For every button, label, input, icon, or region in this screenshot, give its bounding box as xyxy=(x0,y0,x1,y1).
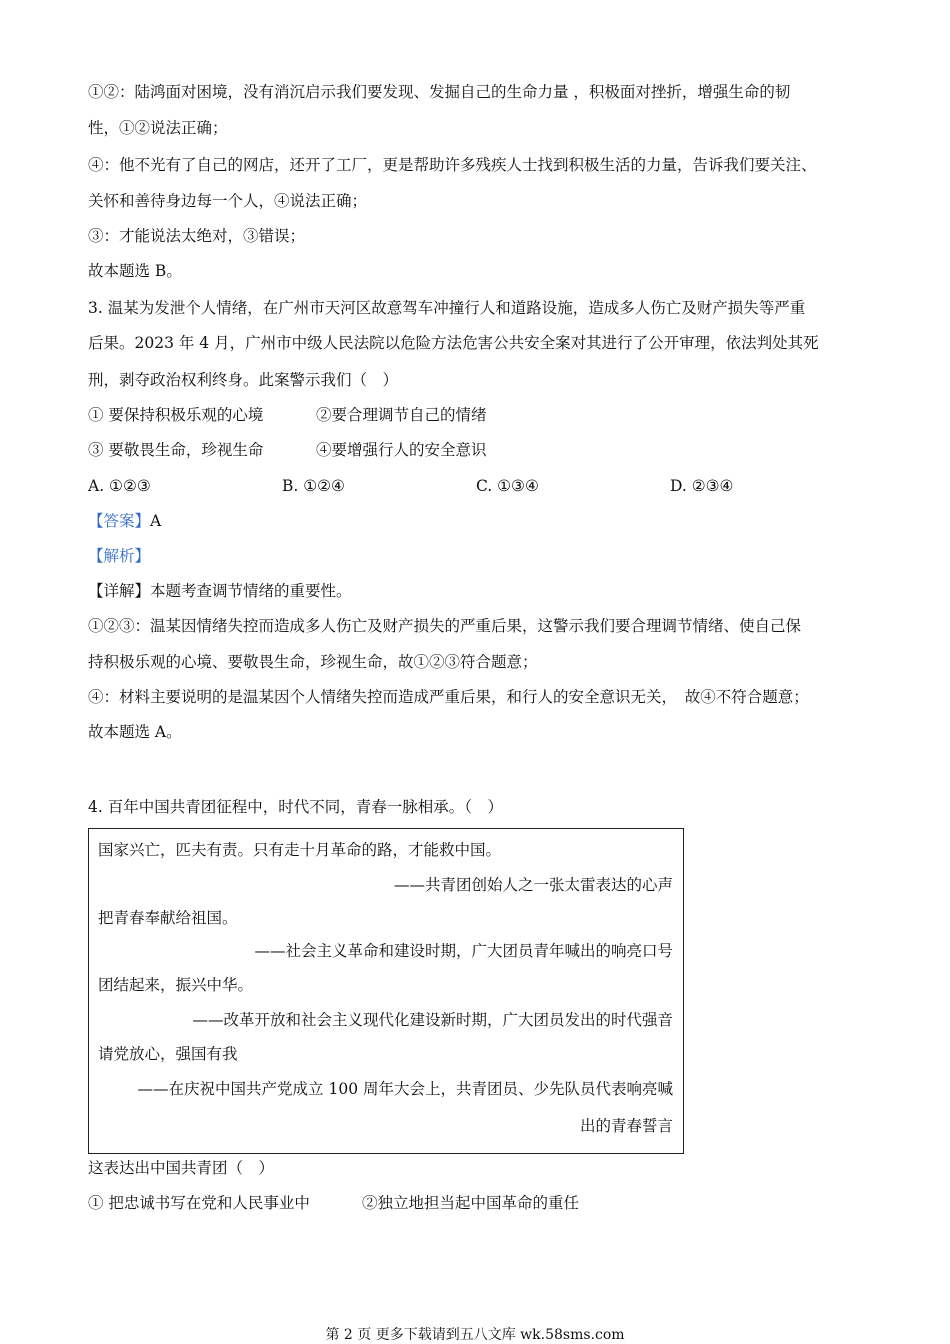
answer-value: A xyxy=(150,512,162,530)
analysis-tag: 【解析】 xyxy=(88,547,151,565)
choice-c: C. ①③④ xyxy=(476,477,539,495)
question-3-item-3: ③ 要敬畏生命，珍视生命 xyxy=(88,441,264,459)
answer-line xyxy=(88,511,161,531)
quote-3: 团结起来，振兴中华。 xyxy=(98,976,254,994)
analysis-line: ③：才能说法太绝对，③错误； xyxy=(88,227,306,245)
analysis-line: 关怀和善待身边每一个人，④说法正确； xyxy=(88,192,368,210)
analysis-conclusion: 故本题选 B。 xyxy=(88,262,182,280)
quote-source-2: ——社会主义革命和建设时期，广大团员青年喊出的响亮口号 xyxy=(254,942,673,960)
question-4-stem: 4. 百年中国共青团征程中，时代不同，青春一脉相承。（ ） xyxy=(88,798,503,816)
answer-tag: 【答案】 xyxy=(88,512,151,530)
quote-source-4: ——在庆祝中国共产党成立 100 周年大会上，共青团员、少先队员代表响亮喊 xyxy=(137,1080,673,1098)
quote-source-3: ——改革开放和社会主义现代化建设新时期，广大团员发出的时代强音 xyxy=(192,1011,673,1029)
choice-b: B. ①②④ xyxy=(282,477,345,495)
page-footer: 第 2 页 更多下载请到五八文库 wk.58sms.com xyxy=(325,1327,625,1343)
detail-line: 【详解】本题考查调节情绪的重要性。 xyxy=(88,582,352,600)
question-4-prompt: 这表达出中国共青团（ ） xyxy=(88,1159,275,1177)
analysis-line: ①②③：温某因情绪失控而造成多人伤亡及财产损失的严重后果，这警示我们要合理调节情绪、使自己保 xyxy=(88,617,802,635)
question-3-stem: 刑，剥夺政治权利终身。此案警示我们（ ） xyxy=(88,371,399,389)
analysis-line: 持积极乐观的心境、要敬畏生命，珍视生命，故①②③符合题意； xyxy=(88,653,538,671)
question-3-item-4: ④要增强行人的安全意识 xyxy=(316,441,487,459)
quote-2: 把青春奉献给祖国。 xyxy=(98,909,238,927)
analysis-line: 性，①②说法正确； xyxy=(88,119,228,137)
quote-1: 国家兴亡，匹夫有责。只有走十月革命的路，才能救中国。 xyxy=(98,841,502,859)
question-3-stem: 3. 温某为发泄个人情绪，在广州市天河区故意驾车冲撞行人和道路设施，造成多人伤亡及财产损失等严重 xyxy=(88,299,806,317)
quote-4: 请党放心，强国有我 xyxy=(98,1045,238,1063)
choice-a: A. ①②③ xyxy=(88,477,151,495)
choice-d: D. ②③④ xyxy=(670,477,734,495)
analysis-line: ①②：陆鸿面对困境，没有消沉启示我们要发现、发掘自己的生命力量 ，积极面对挫折，增强生命的韧 xyxy=(88,83,791,101)
analysis-conclusion: 故本题选 A。 xyxy=(88,723,182,741)
question-3-stem: 后果。2023 年 4 月，广州市中级人民法院以危险方法危害公共安全案对其进行了公开审理，依法判处其死 xyxy=(88,334,819,352)
question-3-item-2: ②要合理调节自己的情绪 xyxy=(316,406,487,424)
quote-box xyxy=(88,828,684,1154)
analysis-line: ④：他不光有了自己的网店，还开了工厂，更是帮助许多残疾人士找到积极生活的力量，告诉我们要关注、 xyxy=(88,156,817,174)
question-4-item-1: ① 把忠诚书写在党和人民事业中 xyxy=(88,1194,310,1212)
question-3-item-1: ① 要保持积极乐观的心境 xyxy=(88,406,264,424)
quote-source-1: ——共青团创始人之一张太雷表达的心声 xyxy=(393,876,673,894)
analysis-line: ④：材料主要说明的是温某因个人情绪失控而造成严重后果，和行人的安全意识无关， 故④不符合题意； xyxy=(88,688,809,706)
question-4-item-2: ②独立地担当起中国革命的重任 xyxy=(362,1194,580,1212)
quote-source-4-cont: 出的青春誓言 xyxy=(579,1117,673,1135)
